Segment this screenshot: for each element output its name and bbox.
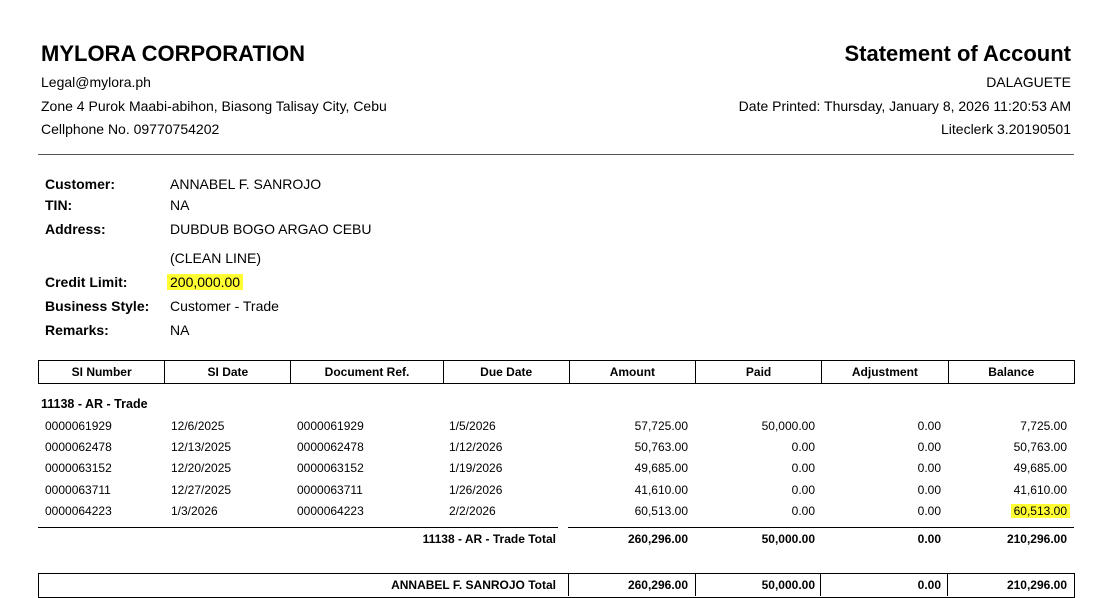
account-group-label: 11138 - AR - Trade	[41, 397, 148, 411]
company-address: Zone 4 Purok Maabi-abihon, Biasong Talisay City, Cebu	[41, 98, 387, 114]
col-paid: Paid	[696, 361, 822, 384]
customer-total-label: ANNABEL F. SANROJO Total	[391, 578, 556, 592]
cell-si-number: 0000063711	[45, 483, 111, 497]
credit-limit-value: 200,000.00	[167, 274, 243, 290]
col-si-number: SI Number	[39, 361, 165, 384]
cell-due-date: 1/12/2026	[449, 440, 503, 454]
cell-adjustment: 0.00	[917, 440, 941, 454]
cell-balance: 41,610.00	[1013, 483, 1067, 497]
cell-balance: 49,685.00	[1013, 461, 1067, 475]
customer-total-balance: 210,296.00	[1006, 578, 1067, 592]
cell-paid: 0.00	[791, 483, 815, 497]
cell-si-date: 12/27/2025	[171, 483, 232, 497]
cell-paid: 0.00	[791, 440, 815, 454]
credit-limit-label: Credit Limit:	[45, 274, 128, 290]
tin-label: TIN:	[45, 197, 73, 213]
cell-si-date: 12/20/2025	[171, 461, 232, 475]
cell-amount: 57,725.00	[634, 419, 688, 433]
cell-document-ref: 0000064223	[297, 504, 364, 518]
group-total-paid: 50,000.00	[761, 532, 815, 546]
group-total-amount: 260,296.00	[627, 532, 688, 546]
date-printed: Date Printed: Thursday, January 8, 2026 11:20:53 AM	[738, 98, 1071, 114]
cell-due-date: 1/19/2026	[449, 461, 503, 475]
address-label: Address:	[45, 221, 106, 237]
cell-amount: 49,685.00	[634, 461, 688, 475]
cell-due-date: 2/2/2026	[449, 504, 496, 518]
group-total-adjustment: 0.00	[917, 532, 941, 546]
cell-si-number: 0000061929	[45, 419, 112, 433]
cell-adjustment: 0.00	[917, 419, 941, 433]
cell-balance: 60,513.00	[1011, 504, 1070, 518]
company-email: Legal@mylora.ph	[41, 74, 151, 90]
col-due-date: Due Date	[443, 361, 569, 384]
group-total-balance: 210,296.00	[1006, 532, 1067, 546]
cell-amount: 60,513.00	[634, 504, 688, 518]
col-document-ref: Document Ref.	[291, 361, 443, 384]
cell-document-ref: 0000061929	[297, 419, 364, 433]
col-si-date: SI Date	[165, 361, 291, 384]
report-title: Statement of Account	[844, 41, 1071, 66]
cell-adjustment: 0.00	[917, 461, 941, 475]
group-total-line-left	[38, 527, 558, 528]
cell-si-number: 0000064223	[45, 504, 112, 518]
cell-amount: 50,763.00	[634, 440, 688, 454]
cell-si-number: 0000063152	[45, 461, 112, 475]
cell-si-date: 12/6/2025	[171, 419, 225, 433]
cell-adjustment: 0.00	[917, 504, 941, 518]
remarks-label: Remarks:	[45, 322, 109, 338]
business-style-value: Customer - Trade	[170, 298, 279, 314]
customer-name: ANNABEL F. SANROJO	[170, 176, 322, 192]
tin-value: NA	[170, 197, 190, 213]
customer-total-paid: 50,000.00	[761, 578, 815, 592]
report-branch: DALAGUETE	[986, 74, 1071, 90]
group-total-label: 11138 - AR - Trade Total	[422, 532, 556, 546]
cell-paid: 0.00	[791, 461, 815, 475]
cell-si-date: 1/3/2026	[171, 504, 218, 518]
software-version: Liteclerk 3.20190501	[941, 121, 1071, 137]
group-total-line-right	[568, 527, 1074, 528]
cell-document-ref: 0000063711	[297, 483, 363, 497]
customer-label: Customer:	[45, 176, 116, 192]
remarks-value: NA	[170, 322, 190, 338]
customer-total-adjustment: 0.00	[917, 578, 941, 592]
header-divider	[38, 154, 1074, 155]
cell-si-date: 12/13/2025	[171, 440, 232, 454]
cell-document-ref: 0000063152	[297, 461, 364, 475]
cell-due-date: 1/26/2026	[449, 483, 503, 497]
cell-paid: 0.00	[791, 504, 815, 518]
company-name: MYLORA CORPORATION	[41, 41, 305, 66]
col-amount: Amount	[569, 361, 695, 384]
cell-adjustment: 0.00	[917, 483, 941, 497]
col-adjustment: Adjustment	[822, 361, 948, 384]
customer-total-amount: 260,296.00	[627, 578, 688, 592]
address-value-line2: (CLEAN LINE)	[170, 250, 262, 266]
cell-balance: 7,725.00	[1020, 419, 1067, 433]
address-value: DUBDUB BOGO ARGAO CEBU	[170, 221, 372, 237]
cell-paid: 50,000.00	[761, 419, 815, 433]
statement-table-header	[38, 360, 1075, 384]
company-phone: Cellphone No. 09770754202	[41, 121, 220, 137]
col-balance: Balance	[948, 361, 1074, 384]
cell-balance: 50,763.00	[1013, 440, 1067, 454]
cell-due-date: 1/5/2026	[449, 419, 496, 433]
cell-document-ref: 0000062478	[297, 440, 364, 454]
business-style-label: Business Style:	[45, 298, 150, 314]
cell-amount: 41,610.00	[634, 483, 688, 497]
cell-si-number: 0000062478	[45, 440, 112, 454]
